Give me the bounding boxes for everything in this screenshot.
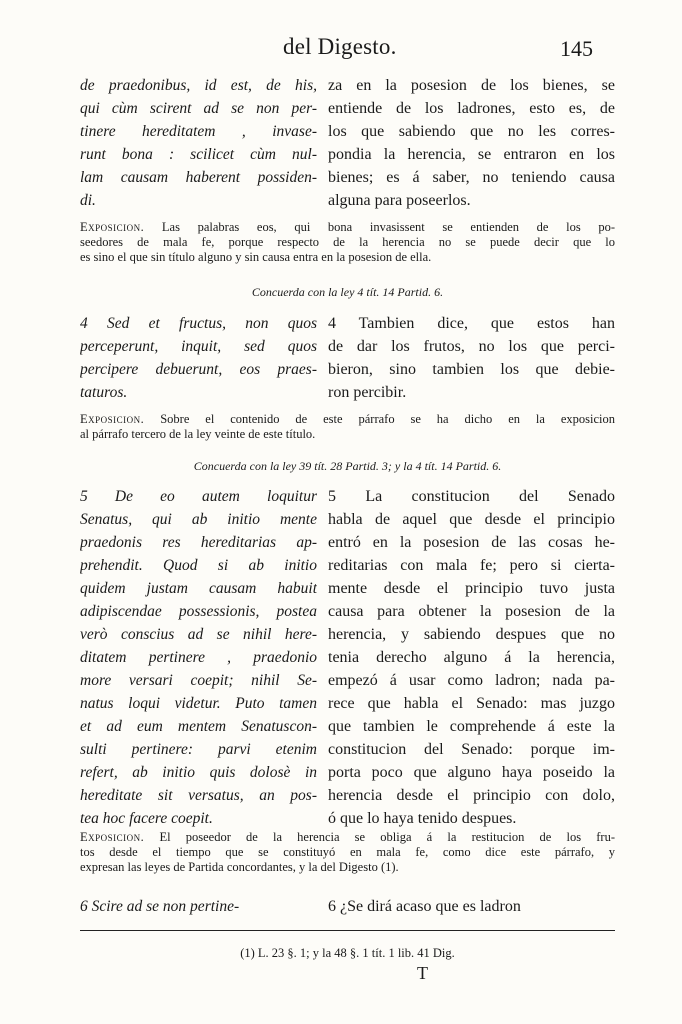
spanish-line: causa para obtener la posesion de la xyxy=(328,603,615,620)
exposition-label: Exposicion. xyxy=(80,830,145,844)
latin-line: tinere hereditatem , invase- xyxy=(80,123,317,140)
latin-line: prehendit. Quod si ab initio xyxy=(80,557,317,574)
spanish-line: empezó á usar como ladron; nada pa- xyxy=(328,672,615,689)
latin-line: refert, ab initio quis dolosè in xyxy=(80,764,317,781)
latin-line: percipere debuerunt, eos praes- xyxy=(80,361,317,378)
latin-line: 4 Sed et fructus, non quos xyxy=(80,315,317,332)
latin-line: taturos. xyxy=(80,384,128,401)
spanish-line: pondia la herencia, se entraron en los xyxy=(328,146,615,163)
spanish-line: tenia derecho alguno á la herencia, xyxy=(328,649,615,666)
spanish-column xyxy=(328,485,615,830)
spanish-line: entiende de los ladrones, esto es, de xyxy=(328,100,615,117)
spanish-line: porta poco que alguno haya poseido la xyxy=(328,764,615,781)
latin-line: adipiscendae possessionis, postea xyxy=(80,603,317,620)
footnote-rule xyxy=(80,930,615,931)
spanish-line: constitucion del Senado: porque im- xyxy=(328,741,615,758)
spanish-line: 6 ¿Se dirá acaso que es ladron xyxy=(328,898,521,915)
spanish-line: za en la posesion de los bienes, se xyxy=(328,77,615,94)
spanish-column xyxy=(328,74,615,212)
spanish-line: bieron, sino tambien los que debie- xyxy=(328,361,615,378)
exposition-text: El poseedor de la herencia se obliga á la restitucion de los fru- xyxy=(159,830,615,844)
latin-line: qui cùm scirent ad se non per- xyxy=(80,100,317,117)
latin-line: quidem justam causam habuit xyxy=(80,580,317,597)
exposition-3 xyxy=(80,830,615,875)
spanish-line: ron percibir. xyxy=(328,384,407,401)
latin-line: praedonis res hereditarias ap- xyxy=(80,534,317,551)
spanish-line: entró en la posesion de las cosas he- xyxy=(328,534,615,551)
signature-mark: T xyxy=(417,963,428,983)
latin-line: more versari coepit; nihil Se- xyxy=(80,672,317,689)
spanish-line: bienes; es á saber, no teniendo causa xyxy=(328,169,615,186)
latin-line: lam causam haberent possiden- xyxy=(80,169,317,186)
spanish-line: herencia, y sabiendo despues que no xyxy=(328,626,615,643)
spanish-column xyxy=(328,312,615,404)
spanish-line: ó que lo haya tenido despues. xyxy=(328,810,517,827)
footnote: (1) L. 23 §. 1; y la 48 §. 1 tít. 1 lib. 41 Dig. xyxy=(240,946,455,960)
exposition-label: Exposicion. xyxy=(80,220,145,234)
latin-line: natus loqui videtur. Puto tamen xyxy=(80,695,317,712)
exposition-2 xyxy=(80,412,615,442)
latin-line: ditatem pertinere , praedonio xyxy=(80,649,317,666)
exposition-label: Exposicion. xyxy=(80,412,145,426)
latin-line: et ad eum mentem Senatuscon- xyxy=(80,718,317,735)
spanish-line: alguna para poseerlos. xyxy=(328,192,471,209)
latin-column xyxy=(80,485,317,830)
latin-line: 5 De eo autem loquitur xyxy=(80,488,317,505)
running-title: del Digesto. xyxy=(283,34,397,59)
spanish-line: reditarias con mala fe; pero si cierta- xyxy=(328,557,615,574)
spanish-line: 5 La constitucion del Senado xyxy=(328,488,615,505)
latin-line: perceperunt, inquit, sed quos xyxy=(80,338,317,355)
spanish-line: herencia desde el principio con dolo, xyxy=(328,787,615,804)
exposition-text: Sobre el contenido de este párrafo se ha dicho en la exposicion xyxy=(160,412,615,426)
exposition-text: es sino el que sin título alguno y sin causa entra en la posesion de ella. xyxy=(80,250,432,264)
exposition-text: tos desde el tiempo que se constituyó en mala fe, como dice este párrafo, y xyxy=(80,845,615,859)
latin-line: verò conscius ad se nihil here- xyxy=(80,626,317,643)
spanish-line: mente desde el principio tuvo justa xyxy=(328,580,615,597)
latin-line: runt bona : scilicet cùm nul- xyxy=(80,146,317,163)
page-header xyxy=(0,34,682,64)
latin-column xyxy=(80,312,317,404)
concordance-2: Concuerda con la ley 39 tít. 28 Partid. 3; y la 4 tít. 14 Partid. 6. xyxy=(193,459,502,473)
latin-line: Senatus, qui ab initio mente xyxy=(80,511,317,528)
spanish-line: los que sabiendo que no les corres- xyxy=(328,123,615,140)
page-number: 145 xyxy=(560,36,593,61)
spanish-line: rece que habla el Senado: mas juzgo xyxy=(328,695,615,712)
spanish-column xyxy=(328,895,615,918)
latin-line: hereditate sit versatus, an pos- xyxy=(80,787,317,804)
spanish-line: 4 Tambien dice, que estos han xyxy=(328,315,615,332)
latin-column xyxy=(80,74,317,212)
exposition-text: al párrafo tercero de la ley veinte de este título. xyxy=(80,427,316,441)
exposition-text: Las palabras eos, qui bona invasissent se entienden de los po- xyxy=(161,220,615,234)
spanish-line: que tambien le comprehende á este la xyxy=(328,718,615,735)
exposition-1 xyxy=(80,220,615,265)
spanish-line: habla de aquel que desde el principio xyxy=(328,511,615,528)
concordance-1: Concuerda con la ley 4 tít. 14 Partid. 6. xyxy=(251,285,444,299)
spanish-line: de dar los frutos, no los que perci- xyxy=(328,338,615,355)
latin-line: di. xyxy=(80,192,96,209)
exposition-text: seedores de mala fe, porque respecto de la herencia no se puede decir que lo xyxy=(80,235,615,249)
latin-line: de praedonibus, id est, de his, xyxy=(80,77,317,94)
latin-line: 6 Scire ad se non pertine- xyxy=(80,898,240,915)
exposition-text: expresan las leyes de Partida concordantes, y la del Digesto (1). xyxy=(80,860,399,874)
latin-line: sulti pertinere: parvi etenim xyxy=(80,741,317,758)
latin-line: tea hoc facere coepit. xyxy=(80,810,213,827)
latin-column xyxy=(80,895,317,918)
